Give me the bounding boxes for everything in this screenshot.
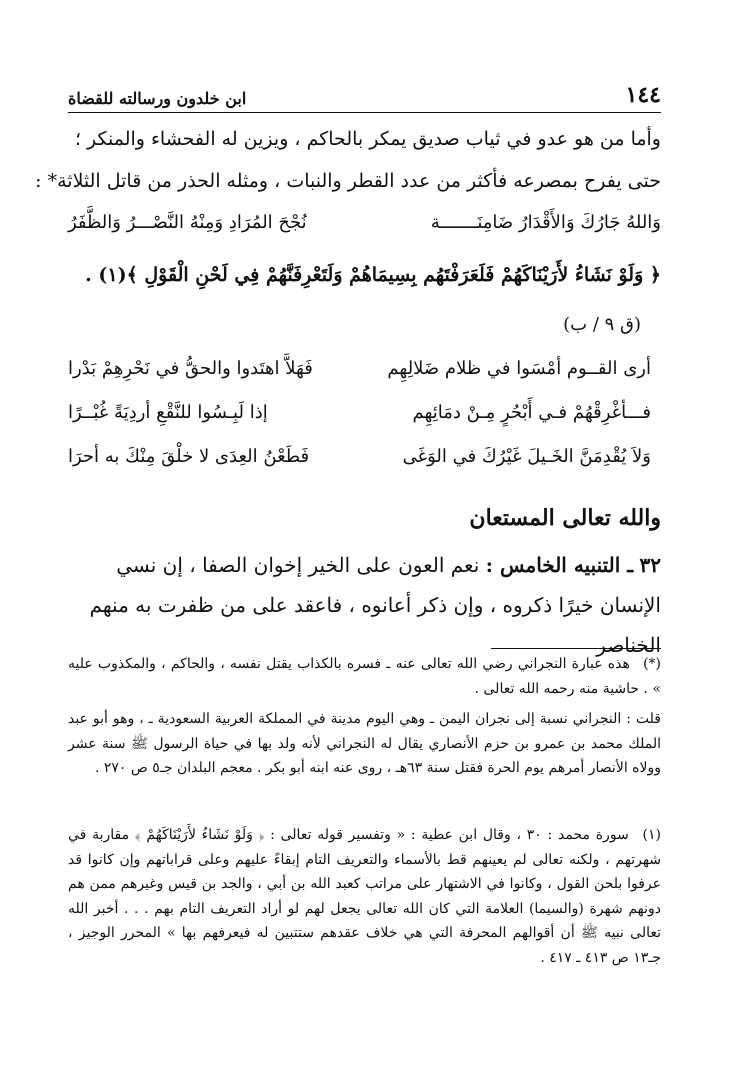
footnote-marker: (*) bbox=[643, 656, 662, 672]
footnote-text: هذه عبارة النجراني رضي الله تعالى عنه ـ فسره بالكذاب يقتل نفسه ، والحاكم ، والمكذوب عليه » . حاشية منه رحمه الله تعالى . bbox=[68, 656, 661, 697]
page-number: ١٤٤ bbox=[625, 82, 661, 108]
poem-row bbox=[68, 390, 651, 434]
manuscript-page-ref: (ق ٩ / ب) bbox=[563, 314, 641, 335]
poem bbox=[68, 346, 651, 478]
poem-left-hemistich: فَطَعْنُ العِدَى لا خلْقَ مِنْكَ به أحرَا bbox=[68, 445, 310, 467]
verse-left-hemistich: نُجْحَ المُرَادِ وَمِنْهُ النَّصْـــرُ وَالظَّفَرُ bbox=[68, 212, 307, 233]
paragraph-title: ـ التنبيه الخامس : bbox=[485, 553, 634, 577]
footnote-text: قلت : النجراني نسبة إلى نجران اليمن ـ وهي اليوم مدينة في المملكة العربية السعودية ـ ، وهو أبو عبد الملك محمد بن عمرو بن حزم الأنصاري يقال له النجراني لأنه ولد بها في حياة الرسول ﷺ سنة عشر وولاه الأنصار أمرهم يوم الحرة فقتل سنة ٦٣هـ ، روى عنه ابنه أبو بكر . معجم البلدان جـ٥ ص ٢٧٠ . bbox=[68, 711, 661, 776]
poem-left-hemistich: فَهَلاَّ اهتَدوا والحقُّ في نَحْرِهِمْ بَدْرا bbox=[68, 357, 313, 379]
running-title: ابن خلدون ورسالته للقضاة bbox=[68, 89, 247, 108]
body-line-2: حتى يفرح بمصرعه فأكثر من عدد القطر والنبات ، ومثله الحذر من قاتل الثلاثة* : bbox=[35, 170, 661, 192]
poem-right-hemistich: أرى القــوم أمْسَوا في ظلام ضَلالِهِم bbox=[387, 357, 651, 379]
footnote bbox=[68, 652, 661, 701]
footnote bbox=[68, 823, 661, 970]
poem-left-hemistich: إذا لَبِـسُوا للنَّقْعِ أردِيَةً غُبْــرًا bbox=[68, 401, 268, 423]
quran-verse: ﴿ وَلَوْ نَشَاءُ لأَرَيْنَاكَهُمْ فَلَعَرَفْتَهُم بِسِيمَاهُمْ وَلَتَعْرِفَنَّهُمْ فِي لَحْنِ الْقَوْلِ ﴾(١) . bbox=[85, 264, 661, 286]
verse-right-hemistich: وَاللهُ جَارُكَ وَالأَقْدَارُ ضَامِنَـــــــة bbox=[430, 212, 661, 233]
footnote-text: سورة محمد : ٣٠ ، وقال ابن عطية : « وتفسير قوله تعالى : ﴿ وَلَوْ نَشَاءُ لأَرَيْنَاكَهُمْ ﴾ مقاربة في شهرتهم ، ولكنه تعالى لم يعينهم قط بالأسماء والتعريف التام إبقاءً عليهم وعلى قراباتهم وإن كانوا قد عرفوا بلحن القول ، وكانوا في الاشتهار على مراتب كعبد الله بن أبي ، والجد بن قيس وغيرهم ممن هم دونهم شهرة (والسيما) العلامة التي كان الله تعالى يجعل لهم لو أراد التعريف التام بهم . . . أخبر الله تعالى نبيه ﷺ أن أقوالهم المحرفة التي هي خلاف عقدهم ستتبين له فيعرفهم بها » المحرر الوجيز ، جـ١٣ ص ٤١٣ ـ ٤١٧ . bbox=[68, 827, 661, 966]
page-header bbox=[68, 78, 661, 113]
paragraph-number: ٣٢ bbox=[639, 553, 661, 577]
closing-phrase: والله تعالى المستعان bbox=[469, 505, 661, 531]
poem-right-hemistich: وَلاَ يُقْدِمَنَّ الخَـيلَ غَيْرُكَ في الوَغَى bbox=[402, 445, 651, 467]
verse-line bbox=[68, 212, 661, 233]
section-paragraph bbox=[68, 545, 661, 665]
footnote-divider bbox=[491, 648, 661, 649]
paragraph-text: نعم العون على الخير إخوان الصفا ، إن نسي الإنسان خيرًا ذكروه ، وإن ذكر أعانوه ، فاعقد على من ظفرت به منهم الخناصر bbox=[89, 553, 661, 657]
body-line-1: وأما من هو عدو في ثياب صديق يمكر بالحاكم ، ويزين له الفحشاء والمنكر ؛ bbox=[74, 128, 661, 150]
poem-row bbox=[68, 346, 651, 390]
poem-row bbox=[68, 434, 651, 478]
footnote-marker: (١) bbox=[642, 827, 662, 843]
poem-right-hemistich: فـــأغْرِقْهُمْ فـي أَبْحُرٍ مِـنْ دمَائِهِم bbox=[412, 401, 651, 423]
footnote bbox=[68, 707, 661, 781]
